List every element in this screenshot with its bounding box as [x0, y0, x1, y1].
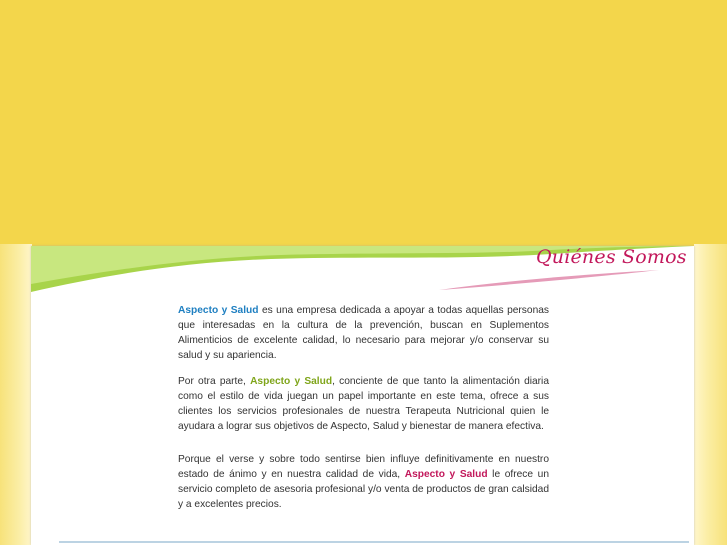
about-text — [178, 303, 549, 523]
brand-name-green: Aspecto y Salud — [250, 376, 333, 387]
brand-name-pink: Aspecto y Salud — [404, 469, 488, 480]
bottom-divider — [59, 541, 689, 543]
paragraph-3 — [178, 452, 549, 512]
header-banner — [0, 0, 727, 248]
paragraph-2-start: Por otra parte, — [178, 376, 251, 387]
paragraph-3-text: le ofrece un servicio completo de asesoria profesional y/o venta de productos de gran calsidad y a excelentes precios. — [178, 469, 549, 510]
paragraph-1 — [178, 303, 549, 363]
paragraph-2 — [178, 374, 549, 434]
pink-swoosh — [439, 270, 659, 290]
left-border — [0, 244, 32, 545]
paragraph-3-start: Porque el verse y sobre todo sentirse bien influye definitivamente en nuestro estado de ánimo y en nuestra calidad de vida, — [178, 454, 549, 480]
content-panel — [31, 246, 694, 545]
section-heading: Quiénes Somos — [536, 246, 687, 268]
paragraph-2-text: , conciente de que tanto la alimentación diaria como el estilo de vida juegan un papel importante en este tema, ofrece a sus clientes los servicios profesionales de nuestra Terapeuta Nutricional quien le ayudara a lograr sus objetivos de Aspecto, Salud y bienestar de manera efectiva. — [178, 376, 549, 432]
right-border — [694, 244, 727, 545]
brand-name-blue: Aspecto y Salud — [178, 305, 259, 316]
paragraph-1-text: es una empresa dedicada a apoyar a todas aquellas personas que interesadas en la cultura de la prevención, buscan en Suplementos Alimenticios de excelente calidad, lo necesario para mejorar y/o conservar su salud y su apariencia. — [178, 305, 549, 361]
